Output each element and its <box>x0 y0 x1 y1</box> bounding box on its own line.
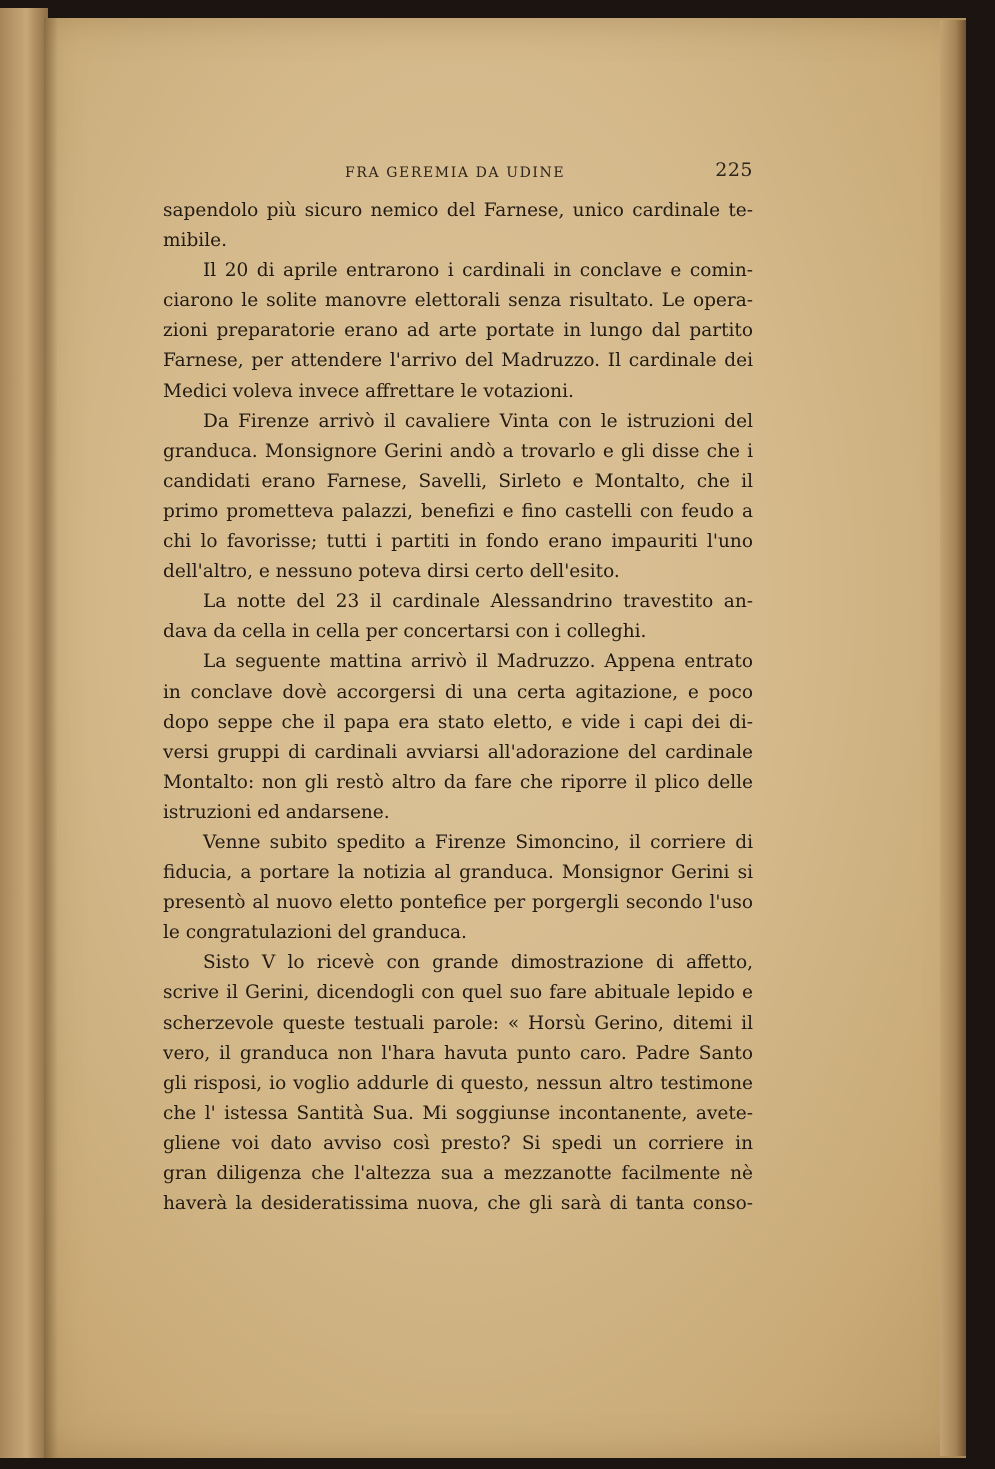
text-line: La seguente mattina arrivò il Madruzzo. Appena entrato <box>203 651 753 673</box>
text-line: che l' istessa Santità Sua. Mi soggiunse incontanente, avete- <box>163 1102 753 1124</box>
text-line: Montalto: non gli restò altro da fare che riporre il plico delle <box>163 771 753 793</box>
page-number: 225 <box>715 159 753 181</box>
text-line: primo prometteva palazzi, benefizi e fino castelli con feudo a <box>163 500 753 522</box>
text-line: zioni preparatorie erano ad arte portate in lungo dal partito <box>163 320 753 342</box>
text-line: gli risposi, io voglio addurle di questo, nessun altro testimone <box>163 1072 753 1094</box>
text-line: fiducia, a portare la notizia al granduca. Monsignor Gerini si <box>163 862 753 884</box>
text-line: in conclave dovè accorgersi di una certa agitazione, e poco <box>163 681 753 703</box>
text-line: versi gruppi di cardinali avviarsi all'adorazione del cardinale <box>163 741 753 763</box>
running-head <box>160 159 753 187</box>
text-line: haverà la desideratissima nuova, che gli sarà di tanta conso- <box>163 1193 753 1215</box>
text-line: gran diligenza che l'altezza sua a mezzanotte facilmente nè <box>163 1163 753 1184</box>
text-line: dell'altro, e nessuno poteva dirsi certo dell'esito. <box>163 561 620 583</box>
page-stack-edge <box>940 20 966 1456</box>
text-line: mibile. <box>163 230 227 252</box>
text-line: Il 20 di aprile entrarono i cardinali in conclave e comin- <box>203 260 753 282</box>
text-line: dava da cella in cella per concertarsi con i colleghi. <box>163 621 647 643</box>
running-title: FRA GEREMIA DA UDINE <box>345 165 566 181</box>
text-line: presentò al nuovo eletto pontefice per porgergli secondo l'uso <box>163 892 753 914</box>
text-line: Venne subito spedito a Firenze Simoncino, il corriere di <box>203 831 753 853</box>
book-gutter-shadow <box>44 18 58 1458</box>
text-line: scherzevole queste testuali parole: « Horsù Gerino, ditemi il <box>163 1012 753 1034</box>
text-line: le congratulazioni del granduca. <box>163 922 467 944</box>
text-line: sapendolo più sicuro nemico del Farnese, unico cardinale te- <box>163 200 753 221</box>
text-line: istruzioni ed andarsene. <box>163 801 390 823</box>
text-line: Farnese, per attendere l'arrivo del Madruzzo. Il cardinale dei <box>163 350 753 372</box>
text-line: Da Firenze arrivò il cavaliere Vinta con le istruzioni del <box>203 410 753 432</box>
text-line: granduca. Monsignore Gerini andò a trovarlo e gli disse che i <box>163 440 753 462</box>
text-line: Medici voleva invece affrettare le votazioni. <box>163 380 574 402</box>
text-line: Sisto V lo ricevè con grande dimostrazione di affetto, <box>203 952 753 974</box>
text-line: La notte del 23 il cardinale Alessandrino travestito an- <box>203 591 753 613</box>
text-line: candidati erano Farnese, Savelli, Sirleto e Montalto, che il <box>163 470 753 492</box>
body-text <box>163 196 753 1219</box>
previous-page-edge <box>0 8 48 1458</box>
text-line: ciarono le solite manovre elettorali senza risultato. Le opera- <box>163 290 753 312</box>
text-line: chi lo favorisse; tutti i partiti in fondo erano impauriti l'uno <box>163 531 753 553</box>
text-line: gliene voi dato avviso così presto? Si spedi un corriere in <box>163 1132 753 1154</box>
text-line: vero, il granduca non l'hara havuta punto caro. Padre Santo <box>163 1042 753 1064</box>
text-line: scrive il Gerini, dicendogli con quel suo fare abituale lepido e <box>163 982 753 1004</box>
text-line: dopo seppe che il papa era stato eletto, e vide i capi dei di- <box>163 711 753 733</box>
